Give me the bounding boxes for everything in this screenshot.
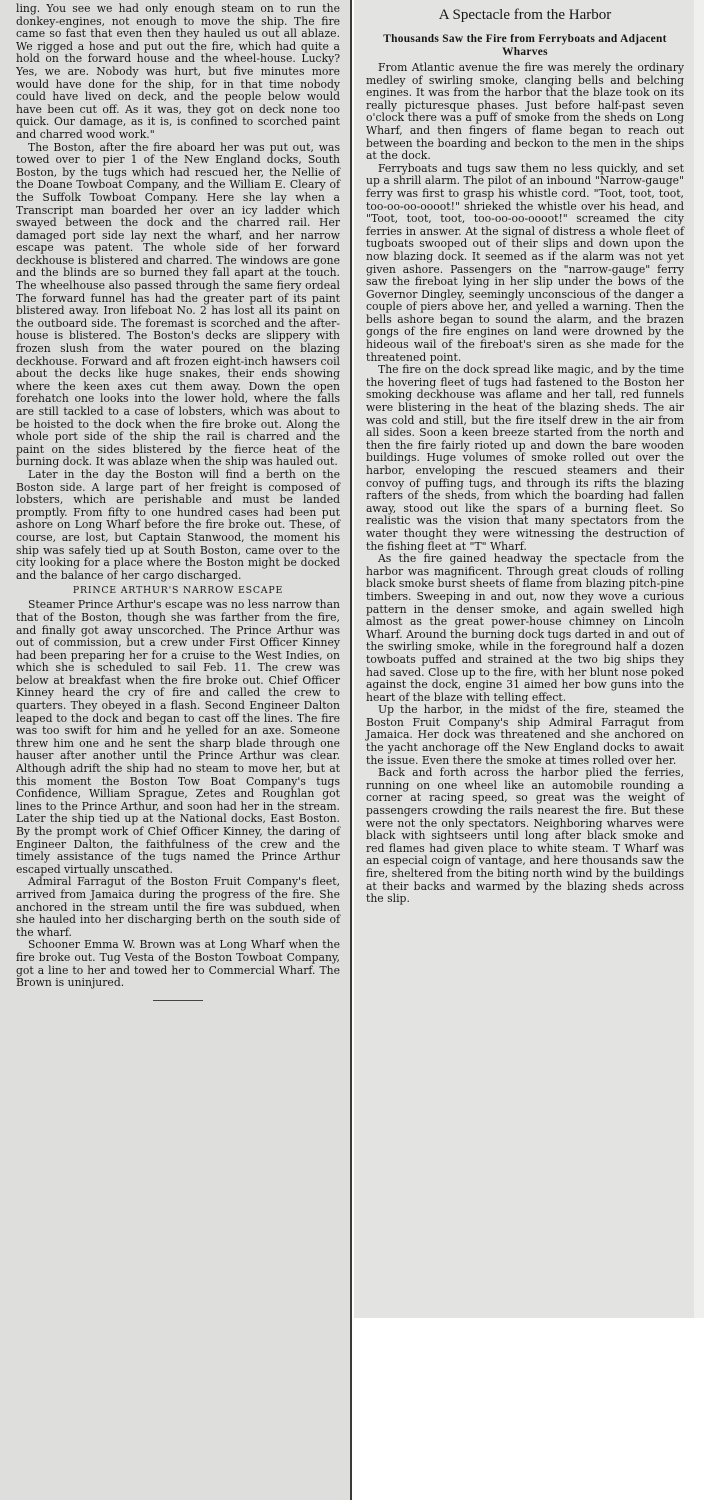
article-heading: A Spectacle from the Harbor	[438, 7, 612, 23]
column-divider	[350, 0, 352, 1500]
left-intro-paragraph: ling. You see we had only enough steam on to run the donkey-engines, not enough to move the ship. The fire came so fast that even then they hauled us out all ablaze. We rigged a hose and put out the fire, which had quite a hold on the forward house and the wheel-house. Lucky? Yes, we are. Nobody was hurt, but five minutes more would have done for the ship, for in that time nobody could have lived on deck, and the people below would have been cut off. As it was, they got on deck none too quick. Our damage, as it is, is confined to scorched paint and charred wood work."	[16, 2, 340, 141]
left-column	[0, 0, 350, 1500]
right-paragraph-atlantic-avenue: From Atlantic avenue the fire was merely the ordinary medley of swirling smoke, clanging bells and belching engines. It was from the harbor that the blaze took on its really picturesque phases. Just before half-past seven o'clock there was a puff of smoke from the sheds on Long Wharf, and then fingers of flame began to reach out between the boarding and beckon to the men in the ships at the dock.	[366, 61, 684, 163]
right-paragraph-fire-spread: The fire on the dock spread like magic, and by the time the hovering fleet of tugs had fastened to the Boston her smoking deckhouse was aflame and her tall, red funnels were blistering in the heat of the blazing sheds. The air was cold and still, but the fire itself drew in the air from all sides. Soon a keen breeze started from the north and then the fire fairly rioted up and down the bare wooden buildings. Huge volumes of smoke rolled out over the harbor, enveloping the rescued steamers and their convoy of puffing tugs, and through its rifts the blazing rafters of the sheds, from which the boarding had fallen away, stood out like the spars of a burning fleet. So realistic was the vision that many spectators from the water thought they were witnessing the destruction of the fishing fleet at "T" Wharf.	[366, 363, 684, 553]
right-margin	[694, 0, 704, 1318]
left-paragraph-boston-towed: The Boston, after the fire aboard her was put out, was towed over to pier 1 of the New England docks, South Boston, by the tugs which had rescued her, the Nellie of the Doane Towboat Company, and the William E. Cleary of the Suffolk Towboat Company. Here she lay when a Transcript man boarded her over an icy ladder which swayed between the dock and the charred rail. Her damaged port side lay next the wharf, and her narrow escape was patent. The whole side of her forward deckhouse is blistered and charred. The windows are gone and the blinds are so burned they fall apart at the touch. The wheelhouse also passed through the same fiery ordeal The forward funnel has had the greater part of its paint blistered away. Iron lifeboat No. 2 has lost all its paint on the outboard side. The foremast is scorched and the after-house is blistered. The Boston's decks are slippery with frozen slush from the water poured on the blazing deckhouse. Forward and aft frozen eight-inch hawsers coil about the decks like huge snakes, their ends showing where the keen axes cut them away. Down the open forehatch one looks into the lower hold, where the falls are still tackled to a case of lobsters, which was about to be hoisted to the dock when the fire broke out. Along the whole port side of the ship the rail is charred and the paint on the sides blistered by the fierce heat of the burning dock. It was ablaze when the ship was hauled out.	[16, 140, 340, 469]
article-deck: Thousands Saw the Fire from Ferryboats and Adjacent Wharves	[383, 33, 667, 58]
left-paragraph-admiral-farragut: Admiral Farragut of the Boston Fruit Company's fleet, arrived from Jamaica during the progress of the fire. She anchored in the stream until the fire was subdued, when she hauled into her discharging berth on the south side of the wharf.	[16, 875, 340, 939]
right-paragraph-ferryboats: Ferryboats and tugs saw them no less quickly, and set up a shrill alarm. The pilot of an inbound "Narrow-gauge" ferry was first to grasp his whistle cord. "Toot, toot, toot, too-oo-oo-oooot!" shrieked the whistle over his head, and "Toot, toot, toot, too-oo-oo-oooot!" screamed the city ferries in answer. At the signal of distress a whole fleet of tugboats swooped out of their slips and down upon the now blazing dock. It seemed as if the alarm was not yet given ashore. Passengers on the "narrow-gauge" ferry saw the fireboat lying in her slip under the bows of the Governor Dingley, seemingly unconscious of the danger a couple of piers above her, and yelled a warning. Then the bells ashore began to sound the alarm, and the brazen gongs of the fire engines on land were drowned by the hideous wail of the fireboat's siren as she made for the threatened point.	[366, 161, 684, 364]
right-paragraph-spectacle: As the fire gained headway the spectacle from the harbor was magnificent. Through great clouds of rolling black smoke burst sheets of flame from blazing pitch-pine timbers. Sweeping in and out, now they wove a curious pattern in the denser smoke, and again swelled high almost as the great power-house chimney on Lincoln Wharf. Around the burning dock tugs darted in and out of the swirling smoke, while in the foreground half a dozen towboats puffed and strained at the two big ships they had saved. Close up to the fire, with her blunt nose poked against the dock, engine 31 aimed her bow guns into the heart of the blaze with telling effect.	[366, 552, 684, 704]
right-column	[354, 0, 694, 1318]
left-paragraph-berth: Later in the day the Boston will find a berth on the Boston side. A large part of her freight is composed of lobsters, which are perishable and must be landed promptly. From fifty to one hundred cases had been put ashore on Long Wharf before the fire broke out. These, of course, are lost, but Captain Stanwood, the moment his ship was safely tied up at South Boston, came over to the city looking for a place where the Boston might be docked and the balance of her cargo discharged.	[16, 467, 340, 582]
left-paragraph-prince-arthur: Steamer Prince Arthur's escape was no less narrow than that of the Boston, though she was farther from the fire, and finally got away unscorched. The Prince Arthur was out of commission, but a crew under First Officer Kinney had been preparing her for a cruise to the West Indies, on which she is scheduled to sail Feb. 11. The crew was below at breakfast when the fire broke out. Chief Officer Kinney heard the cry of fire and called the crew to quarters. They obeyed in a flash. Second Engineer Dalton leaped to the dock and began to cast off the lines. The fire was too swift for him and he yelled for an axe. Someone threw him one and he sent the sharp blade through one hauser after another until the Prince Arthur was clear. Although adrift the ship had no steam to move her, but at this moment the Boston Tow Boat Company's tugs Confidence, William Sprague, Zetes and Roughlan got lines to the Prince Arthur, and soon had her in the stream. Later the ship tied up at the National docks, East Boston. By the prompt work of Chief Officer Kinney, the daring of Engineer Dalton, the faithfulness of the crew and the timely assistance of the tugs named the Prince Arthur escaped virtually unscathed.	[16, 598, 340, 876]
end-rule	[153, 1000, 203, 1001]
prince-arthur-subhead: PRINCE ARTHUR'S NARROW ESCAPE	[72, 585, 284, 597]
left-paragraph-emma-brown: Schooner Emma W. Brown was at Long Wharf when the fire broke out. Tug Vesta of the Boston Towboat Company, got a line to her and towed her to Commercial Wharf. The Brown is uninjured.	[16, 938, 340, 990]
right-paragraph-up-the-harbor: Up the harbor, in the midst of the fire, steamed the Boston Fruit Company's ship Admiral Farragut from Jamaica. Her dock was threatened and she anchored on the yacht anchorage off the New England docks to await the issue. Even there the smoke at times rolled over her.	[366, 703, 684, 767]
right-paragraph-back-and-forth: Back and forth across the harbor plied the ferries, running on one wheel like an automobile rounding a corner at racing speed, so great was the weight of passengers crowding the rails nearest the fire. But these were not the only spectators. Neighboring wharves were black with sightseers until long after black smoke and red flames had given place to white steam. T Wharf was an especial coign of vantage, and here thousands saw the fire, sheltered from the biting north wind by the buildings at their backs and warmed by the blazing sheds across the slip.	[366, 766, 684, 906]
